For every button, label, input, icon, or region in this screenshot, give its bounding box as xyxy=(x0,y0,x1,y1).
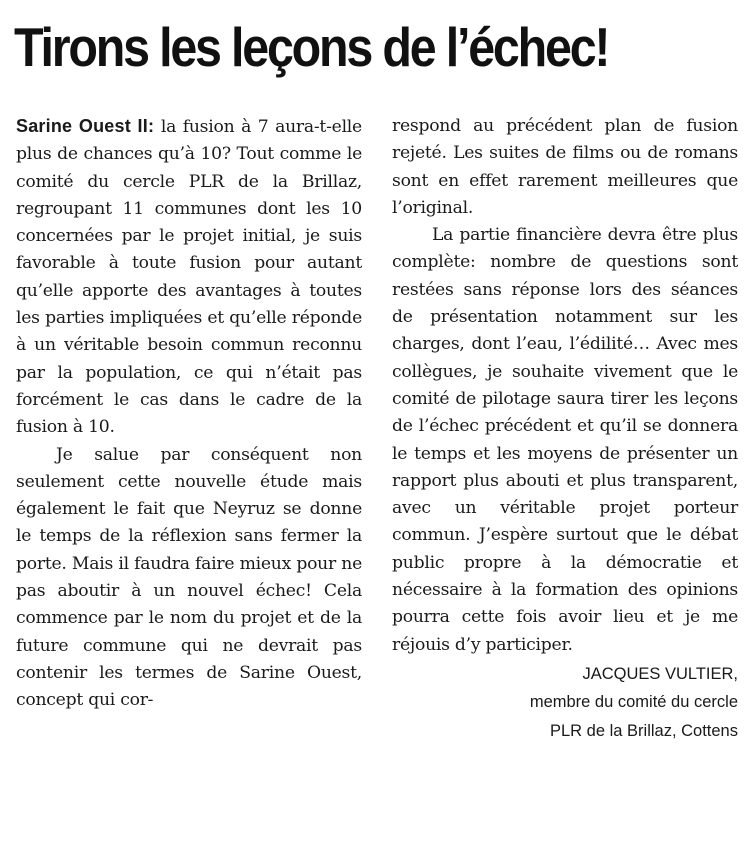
paragraph-2: Je salue par conséquent non seulement cette nouvelle étude mais également le fait que Neyruz se donne le temps de la réflexion sans fermer la porte. Mais il faudra faire mieux pour ne pas aboutir à un nouvel échec! Cela commence par le nom du projet et de la future commune qui ne devrait pas contenir les termes de Sarine Ouest, concept qui cor- xyxy=(16,444,362,711)
paragraph-2-continued: respond au précédent plan de fusion rejeté. Les suites de films ou de romans sont en effet rarement meilleures que l’original. xyxy=(392,116,738,218)
paragraph-1-text: la fusion à 7 aura-t-elle plus de chances qu’à 10? Tout comme le comité du cercle PLR de la Brillaz, regroupant 11 communes dont les 10 concernées par le projet initial, je suis favorable à toute fusion pour autant qu’elle apporte des avantages à toutes les parties impliquées et qu’elle réponde à un véritable besoin commun reconnu par la population, ce qui n’était pas forcément le cas dans le cadre de la fusion à 10. xyxy=(16,117,362,438)
paragraph-3: La partie financière devra être plus complète: nombre de questions sont restées sans réponse lors des séances de présentation notamment sur les charges, dont l’eau, l’édilité… Avec mes collègues, je souhaite vivement que le comité de pilotage saura tirer les leçons de l’échec précédent et qu’il se donnera le temps et les moyens de présenter un rapport plus abouti et plus transparent, avec un véritable projet porteur commun. J’espère surtout que le débat public propre à la démocratie et nécessaire à la formation des opinions pourra cette fois avoir lieu et je me réjouis d’y participer. xyxy=(392,225,738,655)
article-column-right xyxy=(392,113,738,745)
author-role: membre du comité du cercle xyxy=(529,693,738,712)
article-headline: Tirons les leçons de l’échec! xyxy=(14,16,609,78)
author-signature xyxy=(392,660,738,746)
author-affiliation: PLR de la Brillaz, Cottens xyxy=(549,721,738,740)
article-column-left xyxy=(16,113,362,715)
author-name: JACQUES VULTIER, xyxy=(582,664,738,683)
paragraph-1 xyxy=(16,113,362,442)
lead-label: Sarine Ouest II: xyxy=(16,116,155,136)
